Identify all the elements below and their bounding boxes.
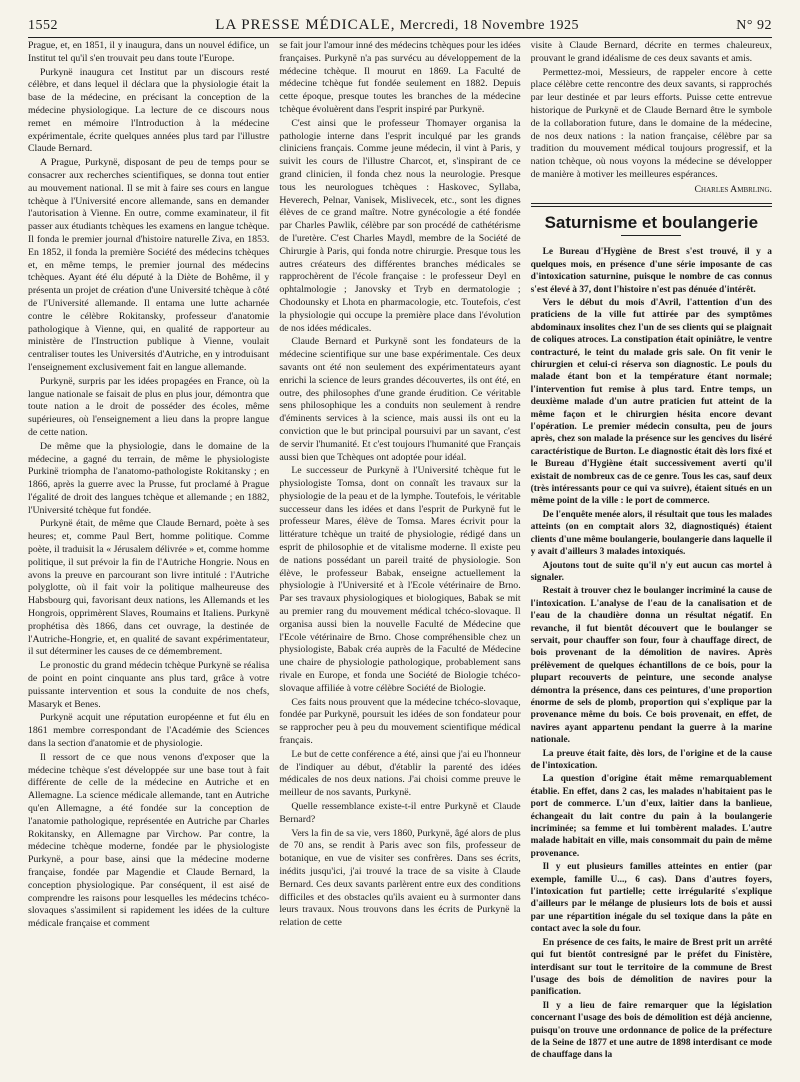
paragraph: Vers le début du mois d'Avril, l'attention d'un des praticiens de la ville fut attirée par des symptômes abdominaux insolites chez l'un de ses clients qui se plaignait de coliques atroces. La constipation était opiniâtre, le ventre contracturé, le teint du malade gris sale. On fit venir le chirurgien et celui-ci réserva son diagnostic. Le pouls du malade étant bon et la température étant normale; l'intervention fut remise à plus tard. Entre temps, un deuxième malade d'un autre praticien fut atteint de la même façon et le chirurgien hésita encore devant l'opération. Le premier médecin consulta, peu de jours après, chez son malade la présence sur les gencives du liséré caractéristique de Burton. Le diagnostic était dès lors fixé et le Bureau d'Hygiène était successivement averti qu'il existait de nombreux cas de ce genre. Tous les cas, sauf deux (très intéressants pour ce qui va suivre), étaient situés en un même point de la ville : le port de commerce. — [530, 297, 772, 507]
paragraph: Ces faits nous prouvent que la médecine tchéco-slovaque, fondée par Purkynë, poursuit les idées de son fondateur pour se rapprocher peu à peu du mouvement scientifique médical français. — [279, 696, 521, 747]
title-rule — [621, 235, 681, 236]
paragraph: Il y eut plusieurs familles atteintes en entier (par exemple, famille U..., 6 cas). Dans d'autres foyers, l'intoxication fut partielle; cette irrégularité s'explique d'ailleurs par le mélange de plusieurs lots de bois et aussi par une répartition inégale du sel toxique dans la pâte en contact avec la sole du four. — [530, 862, 772, 935]
paragraph: Le but de cette conférence a été, ainsi que j'ai eu l'honneur de l'indiquer au début, d'établir la parenté des idées médicales de nos deux nations. J'ai choisi comme preuve le meilleur de nos savants, Purkynë. — [279, 748, 521, 799]
paragraph: Purkynë acquit une réputation européenne et fut élu en 1861 membre correspondant de l'Académie des Sciences dans la section d'anatomie et de physiologie. — [28, 712, 270, 750]
page-number: 1552 — [28, 18, 58, 33]
paragraph: La question d'origine était même remarquablement établie. En effet, dans 2 cas, les malades n'habitaient pas le port de commerce. L'un d'eux, laitier dans la banlieue, échangeait du lait contre du pain à la boulangerie incriminée; sa femme et lui tombèrent malades. L'autre malade habitait en ville, mais consommait du pain de même provenance. — [530, 774, 772, 859]
paragraph: Le successeur de Purkynë à l'Université tchèque fut le physiologiste Tomsa, dont on connaît les travaux sur la physiologie de la peau et de la lymphe. Toutefois, le véritable successeur dans les idées et dans l'esprit de Purkynë fut le professeur Mares, élève de Tomsa. Mares écrivit pour la littérature tchèque un traité de physiologie, rédigé dans un esprit de philosophie et de vitalisme moderne. Il existe peu de nations possédant un pareil traité de physiologie. Son élève, le professeur Babak, enseigne actuellement la physiologie à l'Université et à l'Ecole vétérinaire de Brno. Par ses travaux physiologiques et biologiques, Babak se mit au premier rang du mouvement médical tchéco-slovaque. Il organisa aussi bien la nouvelle Faculté de Médecine que l'Ecole vétérinaire de Brno. Chose compréhensible chez un physiologiste, Babak créa auprès de la Faculté de Médecine une chaire de physiologie pathologique, probablement sans rivale en Europe, et fonda une Société de Biologie tchéco-slovaque affiliée à votre célèbre Société de Biologie. — [279, 465, 521, 694]
paragraph: Ajoutons tout de suite qu'il n'y eut aucun cas mortel à signaler. — [530, 560, 772, 583]
paragraph: Le pronostic du grand médecin tchèque Purkynë se réalisa de point en point cinquante ans plus tard, grâce à votre puissante intervention et sous la conduite de nos chefs, Masaryk et Benes. — [28, 660, 270, 710]
paragraph: Purkynë était, de même que Claude Bernard, poète à ses heures; et, comme Paul Bert, homme politique. Comme poète, il traduisit la « Jérusalem délivrée » et, comme homme politique, il sut prévoir la fin de l'Autriche Hongrie. Nous en avons la preuve en parcourant son livre intitulé : l'Autriche polyglotte, où il fait voir la politique malheureuse des Habsbourg qui, favorisant deux nations, les Allemands et les Hongrois, opprimèrent Slaves, Roumains et Italiens. Purkynë prophétisa dès 1866, dans cet ouvrage, la destinée de l'Autriche-Hongrie, et, en qualité de savant expérimentateur, il sut déterminer les causes de ce démembrement. — [28, 518, 270, 658]
paragraph: Il y a lieu de faire remarquer que la législation concernant l'usage des bois de démolition est déjà ancienne, puisqu'on trouve une ordonnance de police de la préfecture de la Seine de 1877 et une autre de 1898 interdisant ce mode de chauffage dans la — [530, 1000, 772, 1061]
author-signature: Charles Ambrling. — [694, 183, 772, 195]
issue-number: N° 92 — [736, 18, 772, 33]
page-header — [28, 8, 772, 38]
paragraph: A Prague, Purkynë, disposant de peu de temps pour se consacrer aux recherches scientifiques, se donna tout entier au mouvement national. Il se mit à faire ses cours en langue tchèque à l'Université encore allemande, sans en demander l'autorisation à Vienne. En outre, comme examinateur, il fit passer aux étudiants tchèques les examens en langue tchèque. Il fonda le premier journal d'histoire naturelle Ziva, en 1853. En 1852, il fonda la première Société des médecins tchèques et, en même temps, le premier journal des médecins tchèques. Ayant été élu député à la Diète de Bohême, il y présenta un projet de création d'une Université tchèque à côté de l'Université allemande. Il entama une lutte acharnée contre le célèbre Rokitansky, professeur d'anatomie pathologique à Vienne, qui, en qualité de rapporteur au ministère de l'Instruction publique à Vienne, voulait centraliser toutes les Universités d'Autriche, en y introduisant l'enseignement exclusivement fait en langue allemande. — [28, 157, 270, 373]
article-body — [531, 246, 772, 1061]
paragraph: se fait jour l'amour inné des médecins tchèques pour les idées françaises. Purkynë n'a pas survécu au développement de la médecine tchèque. Il mourut en 1869. La Faculté de médecine tchèque fut fondée seulement en 1882. Depuis cette époque, presque toutes les branches de la médecine tchèque évoluèrent dans l'esprit inspiré par Purkynë. — [279, 40, 521, 115]
paragraph: Le Bureau d'Hygiène de Brest s'est trouvé, il y a quelques mois, en présence d'une série imposante de cas d'intoxication saturnine, puisque le nombre de cas connus s'est élevé à 37, dont l'histoire n'est pas dénuée d'intérêt. — [530, 247, 772, 295]
paragraph: Il ressort de ce que nous venons d'exposer que la médecine tchèque s'est développée sur une base tout à fait différente de celle de la médecine en Autriche et en Allemagne. La science médicale allemande, tant en Autriche qu'en Allemagne, a été fondée sur la conception de l'anatomie pathologique, représentée en Autriche par Charles Rokitansky, en Allemagne par Virchow. Par contre, la médecine tchèque moderne, fondée par le physiologiste Purkynë, a pour base, ainsi que la médecine moderne française, fondée par Magendie et Claude Bernard, la conception physiologique. Par conséquent, il est aisé de comprendre les raisons pour lesquelles les médecins tchéco-slovaques s'assimilent si rapidement les idées de la culture médicale française et comment — [28, 751, 270, 930]
text-columns — [28, 40, 772, 1078]
paragraph: Prague, et, en 1851, il y inaugura, dans un nouvel édifice, un Institut tel qu'il s'en trouvait peu dans toute l'Europe. — [28, 40, 270, 64]
divider — [531, 206, 772, 207]
paragraph: Permettez-moi, Messieurs, de rappeler encore à cette place célèbre cette rencontre des deux savants, si rapprochés par leur destinée et par leurs efforts. Puisse cette entrevue historique de Purkynë et de Claude Bernard être le symbole de la collaboration future, dans le domaine de la médecine, de nos deux nations : la nation française, célèbre par sa tradition du mouvement médical toujours progressif, et la nation tchèque, où nous voyons la médecine se développer de manière à motiver les meilleures espérances. — [530, 66, 772, 180]
paragraph: En présence de ces faits, le maire de Brest prit un arrêté qui fut bientôt contresigné par le préfet du Finistère, interdisant sur tout le territoire de la commune de Brest l'usage des bois de démolition de navires pour la panification. — [530, 937, 772, 998]
masthead — [215, 17, 579, 34]
paragraph: Claude Bernard et Purkynë sont les fondateurs de la médecine scientifique sur une base expérimentale. Ces deux savants ont été non seulement des expérimentateurs ayant enrichi la science de leurs grandes découvertes, ils ont été, en outre, des philosophes d'une grande érudition. Ce véritable sens philosophique les a conduits non seulement à rendre d'éminents services à la science, mais aussi ils ont eu la conviction que le but principal poursuivi par un savant, c'est de servir l'humanité. Et c'est toujours l'humanité que Français aussi bien que Tchèques ont adoptée pour idéal. — [279, 336, 521, 463]
paragraph: Purkynë inaugura cet Institut par un discours resté célèbre, et dans lequel il déclara que la physiologie était la base de la médecine, en précisant la conception de la médecine physiologique. La lecture de ce discours nous remet en mémoire l'Introduction à la médecine expérimentale, écrite quelques années plus tard par l'illustre Claude Bernard. — [28, 66, 270, 155]
paragraph: C'est ainsi que le professeur Thomayer organisa la pathologie interne dans l'esprit inculqué par les grands cliniciens français. Comme jeune médecin, il vint à Paris, y suivit les cours de l'illustre Charcot, et, s'inspirant de ce grand clinicien, il fonda chez nous la neurologie. Presque tous les neurologues tchèques : Haskovec, Syllaba, Heverech, Pelnar, Vanisek, Mislivecek, etc., sont les dignes élèves de ce grand maître. Notre gynécologie a été fondée par Charles Pawlik, célèbre par son procédé de cathétérisme de l'uretère. C'est Charles Maydl, membre de la Société de Chirurgie à Paris, qui fonda notre chirurgie. Presque tous les autres créateurs des différentes branches médicales se rapprochèrent de l'école française : le professeur Deyl en ophtalmologie ; Janovsky et Tryb en dermatologie ; Chodounsky et Lhota en pharmacologie, etc. Toutefois, c'est la physiologie qui occupe la première place dans l'évolution de nos idées médicales. — [279, 117, 521, 334]
column-2 — [279, 40, 520, 1078]
masthead-title: LA PRESSE MÉDICALE, — [215, 17, 396, 33]
paragraph: De l'enquête menée alors, il résultait que tous les malades atteints (on en comptait alors 32, diagnostiqués) étaient clients d'une même boulangerie, boulangerie dans laquelle il y avait d'ailleurs 3 malades intoxiqués. — [530, 509, 772, 558]
paragraph: Purkynë, surpris par les idées propagées en France, où la langue nationale se faisait de plus en plus jour, démontra que toute nation a le droit de posséder des écoles, même supérieures, où l'enseignement a lieu dans la propre langue de cette nation. — [28, 375, 270, 438]
paragraph: La preuve était faite, dès lors, de l'origine et de la cause de l'intoxication. — [530, 748, 772, 772]
paragraph: De même que la physiologie, dans le domaine de la médecine, a gagné du terrain, de même le physiologiste Purkinë triompha de l'anatomo-pathologiste Rokitansky ; en 1866, après la guerre avec la Prusse, fut proclamé à Prague l'égalité de droit des langues tchèque et allemande ; en 1882, l'Université tchèque fut fondée. — [28, 440, 270, 516]
conference-conclusion — [531, 40, 772, 182]
issue-date: Mercredi, 18 Novembre 1925 — [399, 18, 579, 33]
column-1 — [28, 40, 269, 1078]
article-title: Saturnisme et boulangerie — [544, 212, 759, 232]
paragraph: Restait à trouver chez le boulanger incriminé la cause de l'intoxication. L'analyse de l'eau de la canalisation et de l'eau de la chaudière donna un résultat négatif. En revanche, il fut bientôt découvert que le boulanger se servait, pour chauffer son four, four à chauffage direct, de bois provenant de la démolition de navires. Après prélèvement de quelques échantillons de ce bois, pour la plupart recouverts de peinture, une seconde analyse démontra la présence, dans ces peintures, d'une proportion énorme de sels de plomb, proportion qui s'explique par la provenance même du bois. Ce bois provenait, en effet, de navires ayant appartenu pendant la guerre à la marine nationale. — [530, 586, 772, 746]
divider — [531, 203, 772, 204]
column-3 — [531, 40, 772, 1078]
paragraph: Quelle ressemblance existe-t-il entre Purkynë et Claude Bernard? — [279, 801, 521, 825]
paragraph: visite à Claude Bernard, décrite en termes chaleureux, prouvant le grand idéalisme de ces deux savants et amis. — [530, 40, 772, 64]
paragraph: Vers la fin de sa vie, vers 1860, Purkynë, âgé alors de plus de 70 ans, se rendit à Paris avec son fils, professeur de botanique, en vue de visiter ses confrères. Dans ses écrits, inédits jusqu'ici, j'ai trouvé la trace de sa visite à Claude Bernard. Ces deux savants parlèrent entre eux des conditions difficiles et des obstacles qu'ils avaient eu à surmonter dans leurs travaux. Nous trouvons dans les écrits de Purkynë la relation de cette — [279, 827, 521, 929]
